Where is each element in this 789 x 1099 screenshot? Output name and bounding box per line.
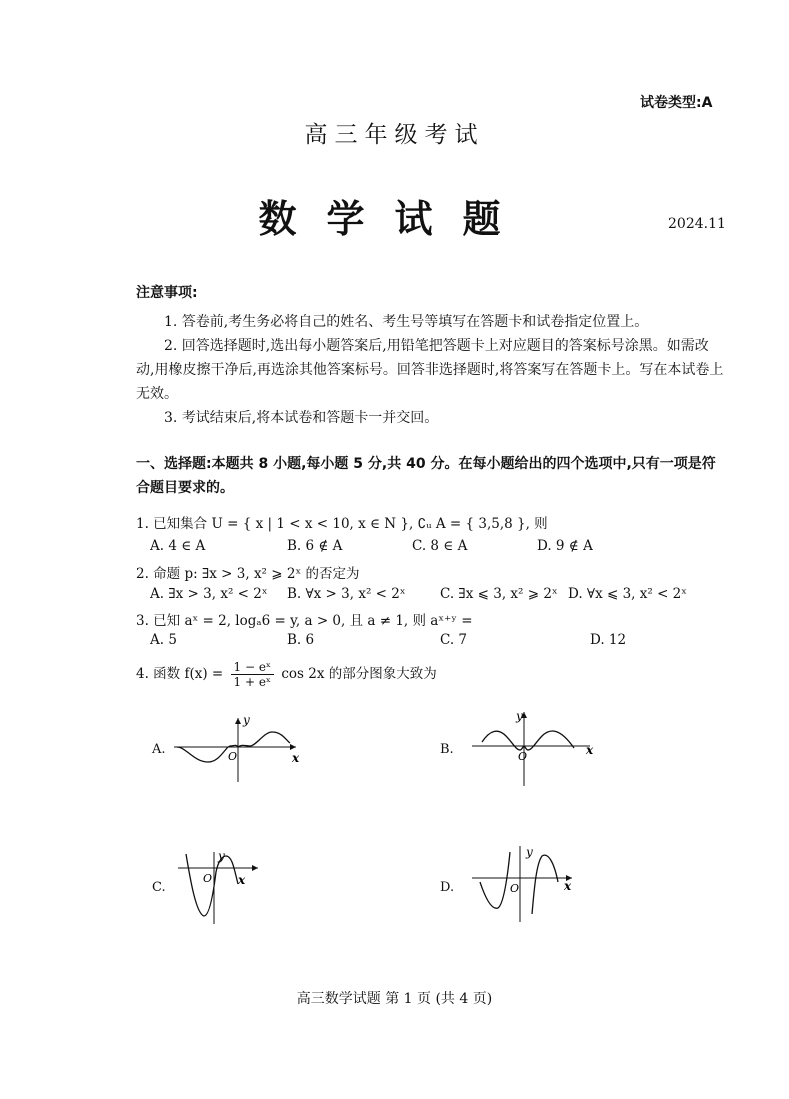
q3-option-c: C. 7 bbox=[440, 632, 468, 648]
q2-option-a: A. ∃x > 3, x² < 2ˣ bbox=[150, 586, 268, 602]
notice-item-2: 2. 回答选择题时,选出每小题答案后,用铅笔把答题卡上对应题目的答案标号涂黑。如需改动,用橡皮擦干净后,再选涂其他答案标号。回答非选择题时,将答案写在答题卡上。写在本试卷上无效。 bbox=[136, 338, 724, 402]
q3-option-d: D. 12 bbox=[590, 632, 627, 648]
exam-title: 数学试题 bbox=[258, 196, 531, 241]
graph-b-origin-label: O bbox=[518, 750, 528, 763]
exam-subtitle: 高三年级考试 bbox=[304, 122, 485, 148]
graph-d-label: D. bbox=[440, 880, 455, 895]
graph-c-curve bbox=[186, 854, 238, 916]
paper-type: 试卷类型:A bbox=[640, 95, 713, 111]
graph-a-y-arrow bbox=[235, 718, 241, 724]
graph-b bbox=[470, 706, 600, 790]
q1-option-d: D. 9 ∉ A bbox=[537, 538, 593, 554]
question-4-stem bbox=[136, 660, 437, 689]
graph-b-y-label: y bbox=[516, 709, 523, 723]
question-2-stem: 2. 命题 p: ∃x > 3, x² ⩾ 2ˣ 的否定为 bbox=[136, 566, 360, 582]
q1-option-a: A. 4 ∈ A bbox=[150, 538, 206, 554]
q4-stem-prefix: 4. 函数 f(x) = bbox=[136, 666, 224, 682]
q2-option-d: D. ∀x ⩽ 3, x² < 2ˣ bbox=[568, 586, 687, 602]
graph-b-curve bbox=[482, 731, 574, 750]
q4-fraction bbox=[231, 660, 275, 689]
graph-c-y-label: y bbox=[218, 849, 225, 863]
notice-item-1: 1. 答卷前,考生务必将自己的姓名、考生号等填写在答题卡和试卷指定位置上。 bbox=[164, 314, 649, 330]
page-footer: 高三数学试题 第 1 页 (共 4 页) bbox=[296, 991, 493, 1007]
graph-c-origin-label: O bbox=[203, 872, 213, 885]
graph-c bbox=[176, 848, 266, 928]
q2-option-c: C. ∃x ⩽ 3, x² ⩾ 2ˣ bbox=[440, 586, 558, 602]
graph-b-label: B. bbox=[440, 742, 454, 757]
graph-c-label: C. bbox=[152, 880, 166, 895]
question-1-stem: 1. 已知集合 U = { x | 1 < x < 10, x ∈ N }, ∁ᵤ A = { 3,5,8 }, 则 bbox=[136, 516, 548, 532]
graph-b-x-label: x bbox=[586, 743, 594, 757]
graph-a-y-label: y bbox=[243, 713, 250, 727]
graph-c-x-label: x bbox=[238, 873, 246, 887]
q4-fraction-numerator: 1 − eˣ bbox=[231, 660, 275, 675]
q2-option-b: B. ∀x > 3, x² < 2ˣ bbox=[287, 586, 406, 602]
q4-fraction-denominator: 1 + eˣ bbox=[233, 675, 272, 689]
graph-c-x-arrow bbox=[252, 865, 258, 871]
q3-option-b: B. 6 bbox=[287, 632, 315, 648]
graph-a-x-arrow bbox=[290, 744, 296, 750]
graph-d-x-label: x bbox=[564, 879, 572, 893]
q4-stem-suffix: cos 2x 的部分图象大致为 bbox=[281, 666, 437, 682]
q1-option-b: B. 6 ∉ A bbox=[287, 538, 343, 554]
section-heading: 一、选择题:本题共 8 小题,每小题 5 分,共 40 分。在每小题给出的四个选项中,只有一项是符合题目要求的。 bbox=[136, 456, 716, 496]
notice-heading: 注意事项: bbox=[136, 285, 198, 301]
notice-item-3: 3. 考试结束后,将本试卷和答题卡一并交回。 bbox=[164, 410, 439, 426]
q3-option-a: A. 5 bbox=[150, 632, 177, 648]
graph-a-origin-label: O bbox=[228, 750, 238, 763]
graph-a bbox=[172, 710, 302, 790]
graph-a-x-label: x bbox=[292, 751, 300, 765]
graph-d-y-label: y bbox=[526, 845, 533, 859]
graph-d-origin-label: O bbox=[510, 882, 520, 895]
graph-d bbox=[470, 842, 580, 926]
exam-date: 2024.11 bbox=[668, 216, 726, 232]
q1-option-c: C. 8 ∈ A bbox=[412, 538, 468, 554]
question-3-stem: 3. 已知 aˣ = 2, logₐ6 = y, a > 0, 且 a ≠ 1, 则 aˣ⁺ʸ = bbox=[136, 613, 473, 629]
graph-a-label: A. bbox=[152, 742, 166, 757]
